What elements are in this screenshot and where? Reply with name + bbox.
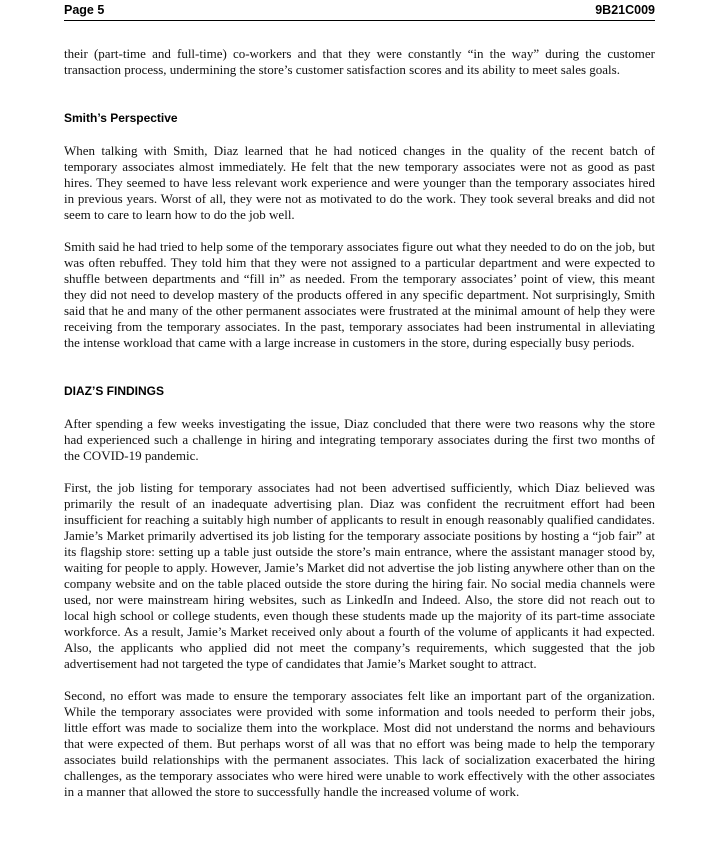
paragraph: First, the job listing for temporary associates had not been advertised sufficiently, which Diaz believed was primarily the result of an inadequate advertising plan. Diaz was confident the recruitment effort had been insufficient for reaching a suitably high number of applicants to result in enough reasonably qualified candidates. Jamie’s Market primarily advertised its job listing for the temporary associate positions by hosting a “job fair” at its flagship store: setting up a table just outside the store’s main entrance, where the assistant manager stood by, waiting for people to apply. However, Jamie’s Market did not advertise the job listing anywhere other than on the company website and on the table placed outside the store during the hiring fair. No social media channels were used, nor were mainstream hiring websites, such as LinkedIn and Indeed. Also, the store did not reach out to local high school or college students, even though these students made up the majority of its part-time associate workforce. As a result, Jamie’s Market received only about a fourth of the volume of applicants it had expected. Also, the applicants who applied did not meet the company’s requirements, which suggested that the job advertisement had not targeted the type of candidates that Jamie’s Market sought to attract. — [64, 480, 655, 671]
paragraph: Smith said he had tried to help some of the temporary associates figure out what they needed to do on the job, but was often rebuffed. They told him that they were not assigned to a particular department and were expected to shuffle between departments and “fill in” as needed. From the temporary associates’ point of view, this meant they did not need to develop mastery of the products offered in any specific department. Not surprisingly, Smith said that he and many of the other permanent associates were frustrated at the minimal amount of help they were receiving from the temporary associates. In the past, temporary associates had been instrumental in alleviating the intense workload that came with a large increase in customers in the store, during especially busy periods. — [64, 239, 655, 350]
page-number: Page 5 — [64, 3, 105, 17]
paragraph: After spending a few weeks investigating the issue, Diaz concluded that there were two reasons why the store had experienced such a challenge in hiring and integrating temporary associates during the first two months of the COVID-19 pandemic. — [64, 416, 655, 463]
document-code: 9B21C009 — [595, 3, 655, 17]
page-body — [64, 46, 655, 800]
paragraph: their (part-time and full-time) co-workers and that they were constantly “in the way” during the customer transaction process, undermining the store’s customer satisfaction scores and its ability to meet sales goals. — [64, 46, 655, 77]
page-header — [64, 1, 655, 21]
section-heading-findings: DIAZ’S FINDINGS — [64, 384, 165, 398]
paragraph: Second, no effort was made to ensure the temporary associates felt like an important part of the organization. While the temporary associates were provided with some information and tools needed to perform their jobs, little effort was made to socialize them into the workplace. Most did not understand the norms and behaviours that were expected of them. But perhaps worst of all was that no effort was being made to help the temporary associates build relationships with the permanent associates. This lack of socialization exacerbated the hiring challenges, as the temporary associates who were hired were unable to work effectively with the other associates in a manner that allowed the store to successfully handle the increased volume of work. — [64, 688, 655, 799]
paragraph: When talking with Smith, Diaz learned that he had noticed changes in the quality of the recent batch of temporary associates almost immediately. He felt that the new temporary associates were not as good as past hires. They seemed to have less relevant work experience and were younger than the temporary associates hired in previous years. Worst of all, they were not as motivated to do the work. They took several breaks and did not seem to care to learn how to do the job well. — [64, 143, 655, 222]
section-heading-smith: Smith’s Perspective — [64, 111, 178, 125]
